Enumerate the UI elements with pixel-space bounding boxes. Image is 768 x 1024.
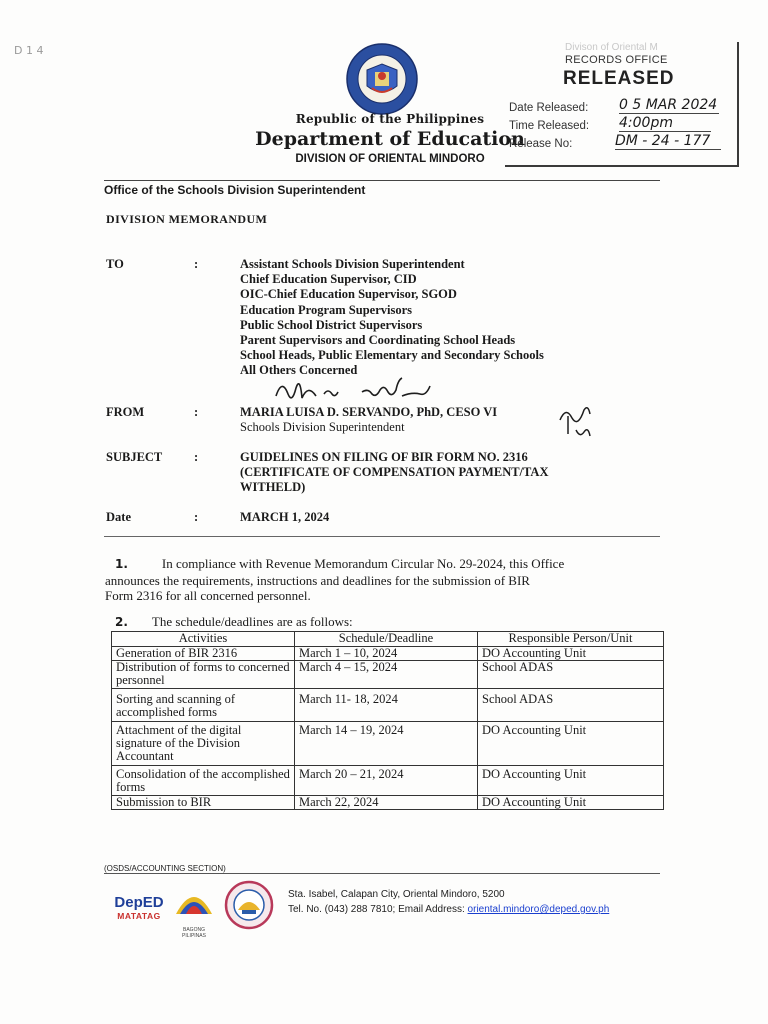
records-office-stamp — [505, 42, 739, 167]
from-name: MARIA LUISA D. SERVANDO, PhD, CESO VI — [240, 405, 498, 419]
header-responsible: Responsible Person/Unit — [478, 632, 664, 647]
deped-logo-text: DepED — [114, 894, 164, 911]
footer-divider — [104, 873, 660, 874]
to-label: TO — [106, 257, 124, 271]
cell-responsible: DO Accounting Unit — [478, 722, 664, 766]
table-row — [112, 689, 664, 722]
table-row — [112, 722, 664, 766]
date-label: Date — [106, 510, 131, 524]
cell-schedule: March 4 – 15, 2024 — [295, 661, 478, 689]
cell-activity: Consolidation of the accomplished forms — [112, 766, 295, 796]
schedule-table — [111, 631, 664, 810]
matatag-logo-text: MATATAG — [117, 911, 161, 921]
from-title: Schools Division Superintendent — [240, 420, 405, 434]
cell-responsible: DO Accounting Unit — [478, 766, 664, 796]
table-row — [112, 766, 664, 796]
date-value: MARCH 1, 2024 — [240, 510, 330, 524]
to-recipients — [240, 257, 660, 379]
stamp-date-value: 0 5 MAR 2024 — [619, 97, 718, 113]
table-header-row — [112, 632, 664, 647]
paragraph-1-cont1: announces the requirements, instructions and deadlines for the submission of BIR — [105, 572, 530, 588]
contact-line — [288, 902, 609, 917]
footer-address — [288, 887, 609, 917]
body-divider — [104, 536, 660, 537]
division-heading: DIVISION OF ORIENTAL MINDORO — [295, 153, 485, 165]
recipient-line: Chief Education Supervisor, CID — [240, 272, 417, 287]
bagong-pilipinas-text: BAGONG PILIPINAS — [182, 927, 206, 939]
initials-scribble — [556, 400, 596, 446]
email-link[interactable]: oriental.mindoro@deped.gov.ph — [467, 904, 610, 915]
cell-responsible: DO Accounting Unit — [478, 647, 664, 661]
footer-section-label: (OSDS/ACCOUNTING SECTION) — [104, 864, 226, 873]
cell-activity: Sorting and scanning of accomplished forms — [112, 689, 295, 722]
cell-responsible: DO Accounting Unit — [478, 796, 664, 810]
from-colon: : — [194, 405, 199, 419]
deped-seal-logo — [345, 42, 419, 116]
cell-responsible: School ADAS — [478, 661, 664, 689]
table-row — [112, 661, 664, 689]
corner-mark: D 1 4 — [14, 44, 44, 57]
subject-colon: : — [194, 450, 199, 464]
recipient-line: School Heads, Public Elementary and Secondary Schools — [240, 348, 544, 363]
subject-line: WITHELD) — [240, 480, 306, 495]
subject-label: SUBJECT — [106, 450, 163, 464]
table-row — [112, 796, 664, 810]
cell-activity: Generation of BIR 2316 — [112, 647, 295, 661]
paragraph-1-text: In compliance with Revenue Memorandum Circular No. 29-2024, this Office — [161, 556, 565, 571]
header-schedule: Schedule/Deadline — [295, 632, 478, 647]
paragraph-2 — [115, 614, 663, 631]
recipient-line: Assistant Schools Division Superintendent — [240, 257, 465, 271]
stamp-date-label: Date Released: — [509, 102, 589, 114]
stamp-status: RELEASED — [563, 68, 675, 89]
recipient-line: OIC-Chief Education Supervisor, SGOD — [240, 287, 457, 302]
recipient-line: Education Program Supervisors — [240, 302, 412, 317]
bagong-pilipinas-logo — [172, 884, 216, 939]
office-line: Office of the Schools Division Superintendent — [104, 183, 366, 197]
division-seal-logo — [224, 880, 274, 930]
table-row — [112, 647, 664, 661]
cell-schedule: March 22, 2024 — [295, 796, 478, 810]
header-activities: Activities — [112, 632, 295, 647]
recipient-line: Parent Supervisors and Coordinating School Heads — [240, 333, 516, 348]
stamp-office: RECORDS OFFICE — [565, 54, 668, 66]
paragraph-2-text: The schedule/deadlines are as follows: — [151, 614, 353, 629]
cell-schedule: March 14 – 19, 2024 — [295, 722, 478, 766]
header-divider — [104, 180, 660, 181]
paragraph-1-cont2: Form 2316 for all concerned personnel. — [105, 588, 311, 603]
bagong-pilipinas-icon — [172, 884, 216, 922]
stamp-time-value: 4:00pm — [619, 115, 711, 132]
republic-heading: Republic of the Philippines — [295, 112, 485, 126]
paragraph-1-number: 1. — [115, 557, 128, 571]
date-colon: : — [194, 510, 199, 524]
address-line: Sta. Isabel, Calapan City, Oriental Mindoro, 5200 — [288, 889, 505, 900]
cell-activity: Attachment of the digital signature of the Division Accountant — [112, 722, 295, 766]
subject-line: GUIDELINES ON FILING OF BIR FORM NO. 2316 — [240, 450, 528, 464]
cell-schedule: March 11- 18, 2024 — [295, 689, 478, 722]
stamp-no-label: Release No: — [509, 138, 573, 150]
deped-matatag-logo — [111, 888, 167, 936]
recipient-line: All Others Concerned — [240, 363, 358, 378]
stamp-faint-text: Divison of Oriental M — [565, 42, 658, 53]
cell-activity: Distribution of forms to concerned personnel — [112, 661, 295, 689]
cell-schedule: March 1 – 10, 2024 — [295, 647, 478, 661]
to-colon: : — [194, 257, 199, 271]
cell-responsible: School ADAS — [478, 689, 664, 722]
department-heading: Department of Education — [255, 128, 525, 150]
subject-line: (CERTIFICATE OF COMPENSATION PAYMENT/TAX — [240, 465, 549, 480]
contact-prefix: Tel. No. (043) 288 7810; Email Address: — [288, 904, 468, 915]
subject-text — [240, 450, 660, 496]
recipient-line: Public School District Supervisors — [240, 317, 423, 332]
memo-title: DIVISION MEMORANDUM — [106, 212, 268, 226]
cell-activity: Submission to BIR — [112, 796, 295, 810]
paragraph-2-number: 2. — [115, 615, 128, 629]
stamp-time-label: Time Released: — [509, 120, 590, 132]
from-label: FROM — [106, 405, 145, 419]
paragraph-1 — [105, 556, 663, 604]
cell-schedule: March 20 – 21, 2024 — [295, 766, 478, 796]
stamp-no-value: DM - 24 - 177 — [615, 133, 721, 150]
